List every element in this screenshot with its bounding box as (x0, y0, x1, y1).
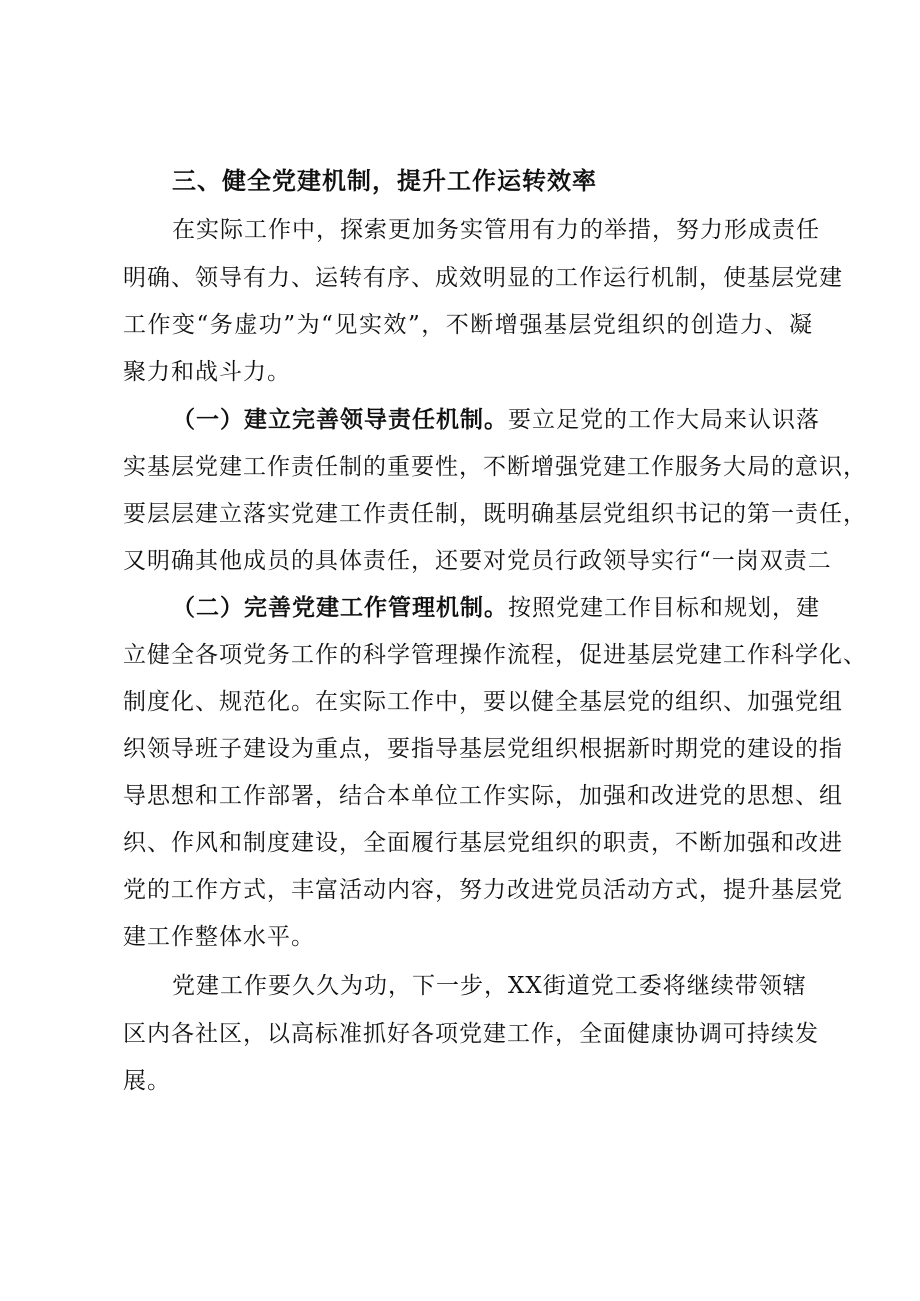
section2-line-3: 制度化、规范化。在实际工作中，要以健全基层党的组织、加强党组 (123, 689, 843, 715)
intro-line-4: 聚力和战斗力。 (123, 359, 291, 385)
section2-line-2: 立健全各项党务工作的科学管理操作流程，促进基层党建工作科学化、 (123, 642, 867, 668)
section1-line-3: 要层层建立落实党建工作责任制，既明确基层党组织书记的第一责任， (123, 501, 867, 527)
section2-title: （二）完善党建工作管理机制。 (172, 594, 508, 621)
section1-first-line (172, 405, 820, 435)
section1-first-text: 要立足党的工作大局来认识落 (508, 407, 820, 433)
section2-first-line (172, 593, 820, 623)
section2-line-4: 织领导班子建设为重点，要指导基层党组织根据新时期党的建设的指 (123, 736, 843, 762)
section2-first-text: 按照党建工作目标和规划，建 (508, 595, 820, 621)
closing-line-3: 展。 (123, 1068, 171, 1094)
section2-line-8: 建工作整体水平。 (123, 924, 315, 950)
intro-line-1: 在实际工作中，探索更加务实管用有力的举措，努力形成责任 (172, 217, 820, 243)
intro-line-3: 工作变“务虚功”为“见实效”，不断增强基层党组织的创造力、凝 (123, 312, 813, 338)
section-heading: 三、健全党建机制，提升工作运转效率 (172, 167, 597, 195)
section1-line-2: 实基层党建工作责任制的重要性，不断增强党建工作服务大局的意识， (123, 454, 867, 480)
section2-line-6: 织、作风和制度建设，全面履行基层党组织的职责，不断加强和改进 (123, 830, 843, 856)
closing-line-1: 党建工作要久久为功，下一步，XX街道党工委将继续带领辖 (172, 973, 807, 999)
intro-line-2: 明确、领导有力、运转有序、成效明显的工作运行机制，使基层党建 (123, 265, 843, 291)
section2-line-5: 导思想和工作部署，结合本单位工作实际，加强和改进党的思想、组 (123, 783, 843, 809)
section1-title: （一）建立完善领导责任机制。 (172, 406, 508, 433)
section2-line-7: 党的工作方式，丰富活动内容，努力改进党员活动方式，提升基层党 (123, 877, 843, 903)
closing-line-2: 区内各社区，以高标准抓好各项党建工作，全面健康协调可持续发 (123, 1021, 819, 1047)
section1-line-4: 又明确其他成员的具体责任，还要对党员行政领导实行“一岗双责二 (123, 548, 832, 574)
